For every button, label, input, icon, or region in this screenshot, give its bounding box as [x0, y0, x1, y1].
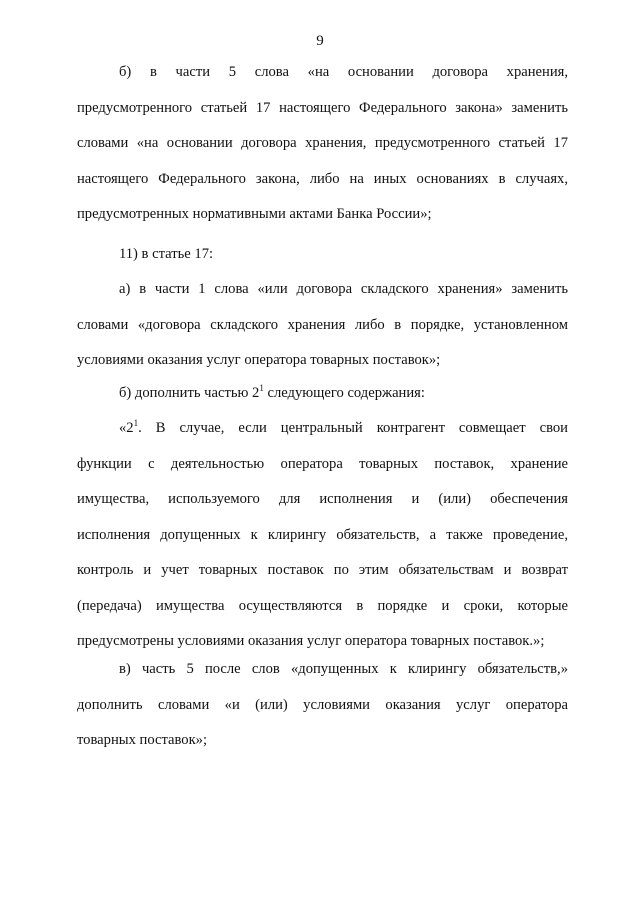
paragraph-b-add — [77, 376, 568, 412]
paragraph-v-part5 — [77, 652, 568, 759]
text-line: в) часть 5 после слов «допущенных к клирингу обязательств,» — [119, 661, 568, 677]
text-line: товарных поставок»; — [77, 732, 208, 748]
text-line: имущества, используемого для исполнения и (или) обеспечения — [77, 491, 568, 507]
item-11 — [77, 237, 568, 273]
paragraph-a-part1 — [77, 272, 568, 379]
text-line: а) в части 1 слова «или договора складского хранения» заменить — [119, 281, 568, 297]
text-line: предусмотрены условиями оказания услуг оператора товарных поставок.»; — [77, 633, 545, 649]
text-line: дополнить словами «и (или) условиями оказания услуг оператора — [77, 696, 568, 713]
text-line: предусмотренного статьей 17 настоящего Федерального закона» заменить — [77, 99, 568, 116]
text-line: (передача) имущества осуществляются в порядке и сроки, которые — [77, 597, 568, 614]
text-fragment: б) дополнить частью 2 — [119, 385, 260, 401]
text-line: исполнения допущенных к клирингу обязательств, а также проведение, — [77, 526, 568, 543]
page-number: 9 — [316, 33, 324, 49]
text-line: настоящего Федерального закона, либо на иных основаниях в случаях, — [77, 170, 568, 187]
text-line: 11) в статье 17: — [119, 246, 214, 262]
text-line: условиями оказания услуг оператора товарных поставок»; — [77, 352, 441, 368]
text-line: словами «на основании договора хранения, предусмотренного статьей 17 — [77, 135, 568, 151]
text-line — [77, 376, 568, 412]
text-line — [77, 411, 568, 447]
new-part-2-1 — [77, 411, 568, 660]
superscript: 1 — [133, 418, 139, 428]
superscript: 1 — [259, 383, 264, 393]
text-fragment: . В случае, если центральный контрагент совмещает свои — [138, 420, 568, 436]
text-line: предусмотренных нормативными актами Банка России»; — [77, 206, 432, 222]
text-line: функции с деятельностью оператора товарных поставок, хранение — [77, 455, 568, 472]
text-line: словами «договора складского хранения либо в порядке, установленном — [77, 316, 568, 333]
paragraph-b-part5 — [77, 55, 568, 233]
text-fragment: «2 — [119, 420, 134, 436]
text-line: контроль и учет товарных поставок по этим обязательствам и возврат — [77, 562, 568, 578]
text-line: б) в части 5 слова «на основании договора хранения, — [119, 64, 568, 80]
text-fragment: следующего содержания: — [263, 385, 425, 401]
